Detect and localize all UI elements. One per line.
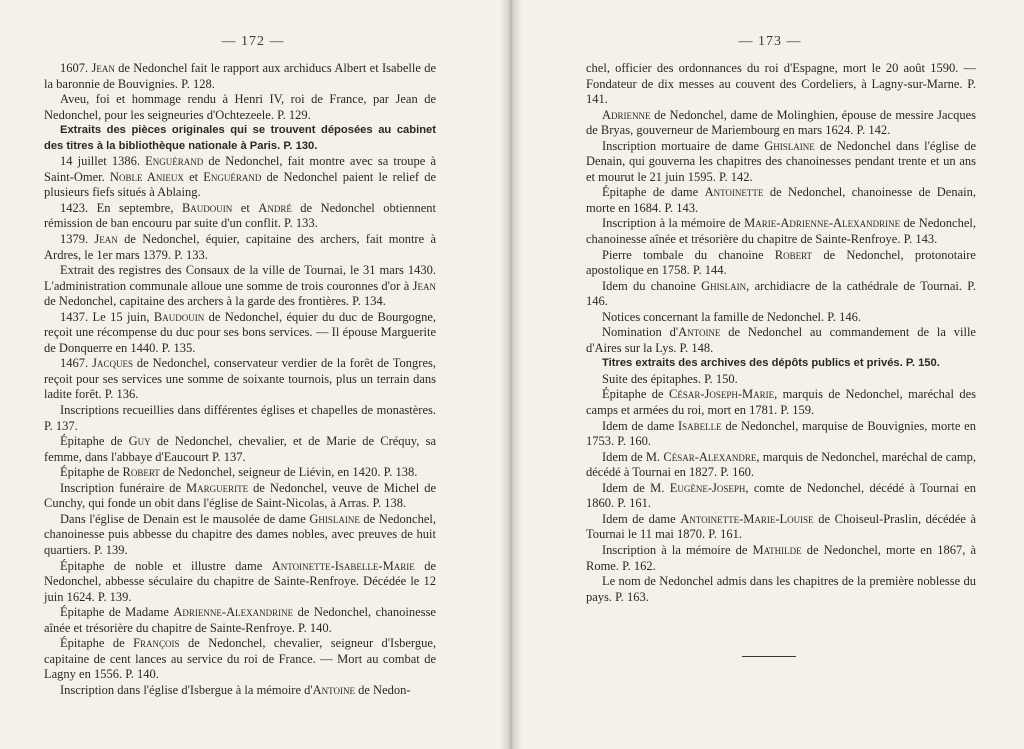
- text-run: Idem de M.: [602, 449, 664, 464]
- text-run: de Nedonchel, abbesse séculaire du chapitre de Sainte-Renfroye. Décédée le 12 juin 1624. P. 139.: [44, 558, 436, 604]
- text-run: Épitaphe de: [60, 465, 123, 480]
- person-name: Jean: [91, 61, 115, 75]
- text-run: de Nedonchel dans l'église de Denain, qui gouverna les chapitres des chanoinesses pendant trente et un ans et mourut le 21 juin 1595. P. 142.: [586, 138, 976, 184]
- text-run: Inscription funéraire de: [60, 480, 187, 495]
- person-name: Marie-Adrienne-Alexandrine: [744, 216, 901, 231]
- paragraph: [44, 201, 436, 232]
- text-run: Épitaphe de Madame: [60, 605, 174, 620]
- text-run: Inscription à la mémoire de: [602, 542, 753, 557]
- text-run: Nomination d': [602, 325, 679, 340]
- paragraph: [44, 559, 436, 606]
- person-name: Jean: [412, 278, 436, 293]
- text-run: de Nedonchel, équier, capitaine des archers, fait montre à Ardres, le 1er mars 1379. P. 133.: [44, 232, 436, 262]
- text-run: , archidiacre de la cathédrale de Tournai. P. 146.: [586, 278, 976, 309]
- text-run: , marquis de Nedonchel, maréchal de camp, décédé à Tournai en 1827. P. 160.: [586, 449, 976, 480]
- paragraph: [586, 325, 976, 356]
- text-run: Idem de dame: [602, 418, 678, 433]
- text-run: Épitaphe de: [602, 387, 669, 402]
- page-number: — 172 —: [221, 34, 285, 49]
- left-page: [0, 0, 506, 749]
- person-name: Adrienne: [602, 107, 651, 122]
- person-name: Mathilde: [752, 542, 802, 557]
- section-heading: [586, 356, 976, 372]
- text-run: de Nedonchel, chanoinesse aînée et trésorière du chapitre de Sainte-Renfroye. P. 140.: [44, 605, 436, 635]
- paragraph: [586, 450, 976, 481]
- text-run: de Nedonchel, fait montre avec sa troupe à Saint-Omer.: [44, 154, 436, 184]
- person-name: Ghislaine: [764, 138, 815, 153]
- text-run: Suite des épitaphes. P. 150.: [602, 371, 738, 386]
- text-run: Le nom de Nedonchel admis dans les chapitres de la première noblesse du pays. P. 163.: [586, 574, 976, 604]
- person-name: François: [133, 636, 180, 651]
- person-name: Robert: [122, 465, 160, 480]
- text-run: Épitaphe de: [60, 636, 134, 651]
- paragraph: [44, 605, 436, 636]
- text-run: Idem du chanoine: [602, 278, 702, 293]
- text-run: , marquis de Nedonchel, maréchal des camps et armées du roi, mort en 1781. P. 159.: [586, 387, 976, 418]
- text-run: et: [232, 200, 259, 215]
- text-run: Aveu, foi et hommage rendu à Henri IV, roi de France, par Jean de Nedonchel, pour les seigneuries d'Ochtezeele. P. 129.: [44, 92, 436, 122]
- text-run: 1467.: [60, 356, 93, 371]
- person-name: Guy: [128, 434, 151, 449]
- book-gutter: [500, 0, 522, 749]
- person-name: Robert: [774, 247, 813, 262]
- text-run: Dans l'église de Denain est le mausolée de dame: [60, 511, 310, 526]
- paragraph: [586, 419, 976, 450]
- person-name: Eugène-Joseph: [669, 480, 746, 495]
- text-run: 1379.: [60, 232, 95, 247]
- section-heading: [44, 123, 436, 154]
- paragraph: [586, 216, 976, 247]
- text-run: Idem de dame: [602, 511, 681, 526]
- paragraph: [586, 387, 976, 418]
- text-run: Épitaphe de dame: [602, 185, 705, 200]
- person-name: Antoinette-Isabelle-Marie: [271, 558, 415, 573]
- page-text: [586, 61, 976, 605]
- paragraph: [44, 263, 436, 310]
- text-run: de Nedonchel paient le relief de plusieurs fiefs situés à Ablaing.: [44, 169, 436, 200]
- person-name: Jean: [94, 232, 118, 247]
- text-run: Notices concernant la famille de Nedonchel. P. 146.: [602, 309, 861, 324]
- paragraph: [44, 310, 436, 357]
- text-run: de Nedonchel obtiennent rémission de ban encouru par suite d'un conflit. P. 133.: [44, 200, 436, 231]
- paragraph: [44, 61, 436, 92]
- text-run: Inscription à la mémoire de: [602, 216, 745, 231]
- paragraph: [44, 465, 436, 481]
- person-name: Baudouin: [153, 309, 205, 324]
- text-run: de Nedonchel, chanoinesse puis abbesse du chapitre des dames nobles, avec preuves de huit quartiers. P. 139.: [44, 511, 436, 557]
- text-run: et: [183, 169, 204, 184]
- text-run: 1607.: [60, 61, 92, 75]
- text-run: Extrait des registres des Consaux de la ville de Tournai, le 31 mars 1430. L'administration communale alloue une somme de trois couronnes d'or à: [44, 263, 436, 293]
- person-name: Antoine: [312, 682, 355, 697]
- paragraph: [44, 356, 436, 403]
- text-run: Titres extraits des archives des dépôts publics et privés. P. 150.: [602, 357, 940, 370]
- person-name: Enguérand: [145, 154, 204, 169]
- text-run: de Choiseul-Praslin, décédée à Tournai le 11 mai 1870. P. 161.: [586, 511, 976, 542]
- text-run: Inscriptions recueillies dans différentes églises et chapelles de monastères. P. 137.: [44, 403, 436, 433]
- person-name: Antoine: [678, 325, 721, 340]
- person-name: Ghislaine: [309, 511, 360, 526]
- text-run: de Nedonchel, veuve de Michel de Cunchy, qui fonde un obit dans l'église de Saint-Nicolas, à Arras. P. 138.: [44, 480, 436, 511]
- paragraph: [586, 310, 976, 326]
- paragraph: [586, 543, 976, 574]
- paragraph: [44, 232, 436, 263]
- paragraph: [586, 185, 976, 216]
- paragraph: [44, 636, 436, 683]
- text-run: de Nedonchel, capitaine des archers à la garde des frontières. P. 134.: [44, 294, 386, 309]
- text-run: de Nedonchel, dame de Molinghien, épouse de messire Jacques de Bryas, gouverneur de Mariembourg en mars 1624. P. 142.: [586, 107, 976, 138]
- paragraph: [586, 61, 976, 108]
- text-run: de Nedonchel, chanoinesse de Denain, morte en 1684. P. 143.: [586, 185, 977, 215]
- paragraph: [44, 403, 436, 434]
- paragraph: [44, 481, 436, 512]
- paragraph: [44, 154, 436, 201]
- person-name: Adrienne-Alexandrine: [173, 605, 294, 620]
- text-run: de Nedonchel, chanoinesse aînée et trésorière du chapitre de Sainte-Renfroye. P. 143.: [586, 216, 976, 247]
- person-name: Jacques: [92, 356, 133, 371]
- text-run: de Nedonchel au commandement de la ville d'Aires sur la Lys. P. 148.: [586, 325, 976, 355]
- text-run: de Nedonchel, équier du duc de Bourgogne, reçoit une récompense du duc pour ses bons services. — Il épouse Marguerite de Donquerre en 1440. P. 135.: [44, 309, 436, 355]
- paragraph: [44, 434, 436, 465]
- page-text: [44, 61, 436, 698]
- text-run: , comte de Nedonchel, décédé à Tournai en 1860. P. 161.: [586, 480, 976, 511]
- text-run: de Nedonchel, morte en 1867, à Rome. P. 162.: [586, 542, 976, 573]
- person-name: César-Alexandre: [663, 449, 757, 464]
- text-run: de Nedonchel, seigneur de Liévin, en 1420. P. 138.: [159, 465, 418, 480]
- paragraph: [586, 574, 976, 605]
- text-run: Pierre tombale du chanoine: [602, 247, 775, 262]
- text-run: Épitaphe de noble et illustre dame: [60, 558, 272, 573]
- person-name: Enguérand: [203, 169, 262, 184]
- text-run: de Nedonchel fait le rapport aux archiducs Albert et Isabelle de la baronnie de Bouvignies. P. 128.: [44, 61, 436, 91]
- end-rule: [742, 656, 796, 657]
- page-number: — 173 —: [738, 34, 802, 49]
- text-run: 14 juillet 1386.: [60, 154, 146, 169]
- right-page: [516, 0, 1024, 749]
- person-name: Ghislain: [701, 278, 747, 293]
- person-name: César-Joseph-Marie: [669, 387, 775, 402]
- text-run: Idem de M.: [602, 480, 670, 495]
- paragraph: [44, 683, 436, 699]
- person-name: Baudouin: [181, 200, 233, 215]
- text-run: Épitaphe de: [60, 434, 129, 449]
- paragraph: [586, 372, 976, 388]
- text-run: Inscription mortuaire de dame: [602, 138, 765, 153]
- paragraph: [586, 481, 976, 512]
- person-name: Isabelle: [677, 418, 722, 433]
- paragraph: [586, 248, 976, 279]
- paragraph: [44, 512, 436, 559]
- text-run: de Nedonchel, conservateur verdier de la forêt de Tongres, reçoit pour ses services une somme de soixante tournois, plus un terrain dans ladite forêt. P. 136.: [44, 356, 436, 402]
- text-run: Extraits des pièces originales qui se trouvent déposées au cabinet des titres à la bibliothèque nationale à Paris. P. 130.: [44, 124, 436, 152]
- paragraph: [586, 108, 976, 139]
- text-run: de Nedon-: [355, 682, 411, 697]
- person-name: Antoinette: [704, 185, 764, 200]
- paragraph: [44, 92, 436, 123]
- person-name: Noble Anieux: [109, 169, 184, 184]
- person-name: Marguerite: [186, 480, 249, 495]
- text-run: de Nedonchel, chevalier, et de Marie de Créquy, sa femme, dans l'abbaye d'Eaucourt P. 137.: [44, 434, 436, 464]
- paragraph: [586, 279, 976, 310]
- paragraph: [586, 512, 976, 543]
- text-run: 1423. En septembre,: [60, 200, 182, 215]
- text-run: Inscription dans l'église d'Isbergue à la mémoire d': [60, 682, 313, 697]
- person-name: André: [258, 200, 292, 215]
- text-run: de Nedonchel, marquise de Bouvignies, morte en 1753. P. 160.: [586, 418, 976, 449]
- text-run: chel, officier des ordonnances du roi d'Espagne, mort le 20 août 1590. — Fondateur de dix messes au couvent des Cordeliers, à Lagny-sur-Marne. P. 141.: [586, 61, 976, 107]
- paragraph: [586, 139, 976, 186]
- text-run: de Nedonchel, protonotaire apostolique en 1758. P. 144.: [586, 247, 976, 278]
- text-run: de Nedonchel, chevalier, seigneur d'Isbergue, capitaine de cent lances au service du roi de France. — Mort au combat de Lagny en 1556. P. 140.: [44, 636, 436, 682]
- person-name: Antoinette-Marie-Louise: [680, 511, 814, 526]
- text-run: 1437. Le 15 juin,: [60, 309, 154, 324]
